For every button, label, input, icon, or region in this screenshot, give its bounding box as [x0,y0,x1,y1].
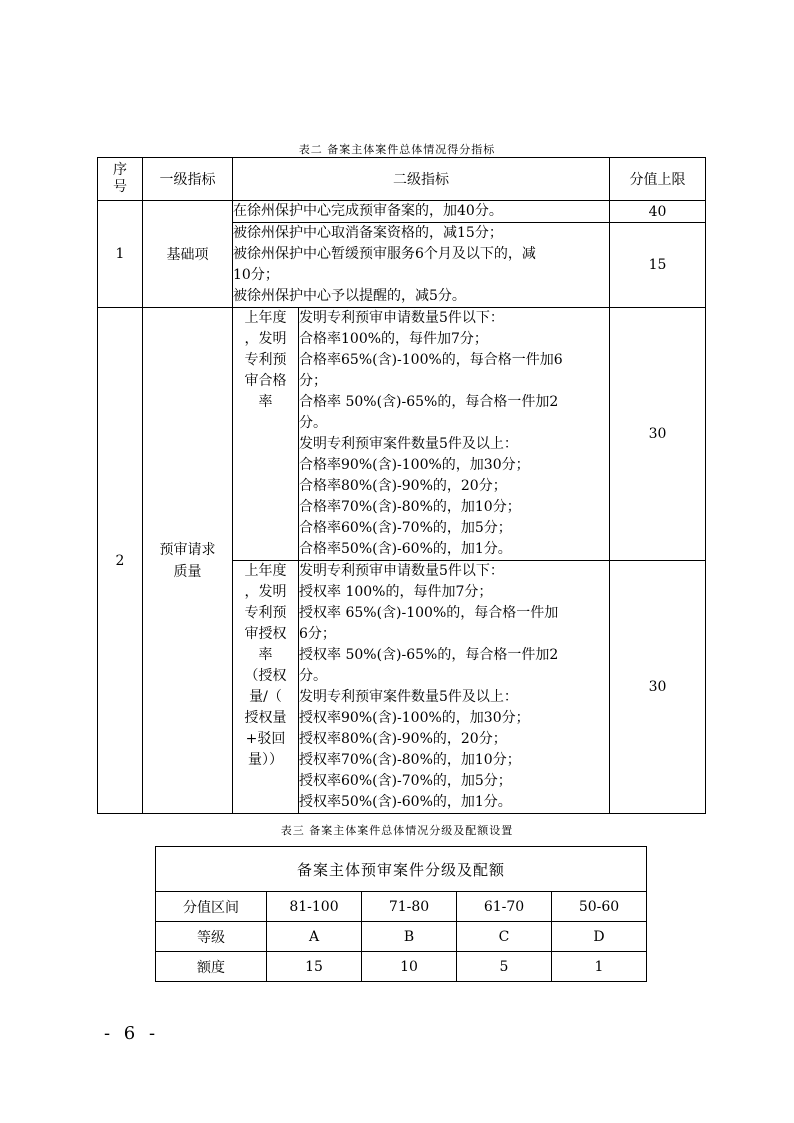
table-cell: 50-60 [552,892,647,922]
header-limit: 分值上限 [610,158,706,201]
table3-caption: 表三 备案主体案件总体情况分级及配额设置 [280,824,514,837]
row2-seq: 2 [98,308,143,814]
row-label: 额度 [156,952,267,982]
row2-sub2-criteria: 发明专利预审申请数量5件以下： 授权率 100%的，每件加7分； 授权率 65%(含)-100%的，每合格一件加 6分； 授权率 50%(含)-65%的，每合格一件加2 分。 发明专利预审案件数量5件及以上： 授权率90%(含)-100%的，加30分； 授权率80%(含)-90%的，20分； 授权率70%(含)-80%的，加10分； 授权率60%(含)-70%的，加5分； 授权率50%(含)-60%的，加1分。 [299,561,610,814]
grade-quota-table [155,846,647,982]
table-cell: 61-70 [457,892,552,922]
table-cell: A [267,922,362,952]
row-label: 等级 [156,922,267,952]
row1-item1: 在徐州保护中心完成预审备案的，加40分。 [233,201,610,223]
table-cell: 71-80 [362,892,457,922]
row1-level1: 基础项 [143,201,233,308]
row-label: 分值区间 [156,892,267,922]
header-level2: 二级指标 [233,158,610,201]
row2-sub1-criteria: 发明专利预审申请数量5件以下： 合格率100%的，每件加7分； 合格率65%(含)-100%的，每合格一件加6 分； 合格率 50%(含)-65%的，每合格一件加2 分。 发明专利预审案件数量5件及以上： 合格率90%(含)-100%的，加30分； 合格率80%(含)-90%的，20分； 合格率70%(含)-80%的，加10分； 合格率60%(含)-70%的，加5分； 合格率50%(含)-60%的，加1分。 [299,308,610,561]
table3-title: 备案主体预审案件分级及配额 [156,847,647,892]
table-cell: 81-100 [267,892,362,922]
table-row [156,922,647,952]
row1-item2: 被徐州保护中心取消备案资格的，减15分； 被徐州保护中心暂缓预审服务6个月及以下的，减 10分； 被徐州保护中心予以提醒的，减5分。 [233,223,610,308]
table-cell: 15 [267,952,362,982]
table-header-row [98,158,706,201]
table2-caption: 表二 备案主体案件总体情况得分指标 [298,143,496,156]
table-row [156,952,647,982]
row1-item1-limit: 40 [610,201,706,223]
row2-sub1-limit: 30 [610,308,706,561]
row2-level1: 预审请求 质量 [143,308,233,814]
row2-sub2-limit: 30 [610,561,706,814]
table-row [156,892,647,922]
table-cell: B [362,922,457,952]
header-seq: 序 号 [98,158,143,201]
score-indicator-table [97,157,706,814]
table-cell: C [457,922,552,952]
table-row [98,201,706,223]
row1-seq: 1 [98,201,143,308]
row2-sub2-label: 上年度 ，发明 专利预 审授权 率 （授权 量/（ 授权量 +驳回 量）） [233,561,299,814]
table-cell: 5 [457,952,552,982]
row1-item2-limit: 15 [610,223,706,308]
row2-sub1-label: 上年度 ，发明 专利预 审合格 率 [233,308,299,561]
table-title-row [156,847,647,892]
header-level1: 一级指标 [143,158,233,201]
table-cell: 10 [362,952,457,982]
table-row [98,308,706,561]
table-cell: D [552,922,647,952]
table-cell: 1 [552,952,647,982]
page-number: - 6 - [104,1023,160,1044]
